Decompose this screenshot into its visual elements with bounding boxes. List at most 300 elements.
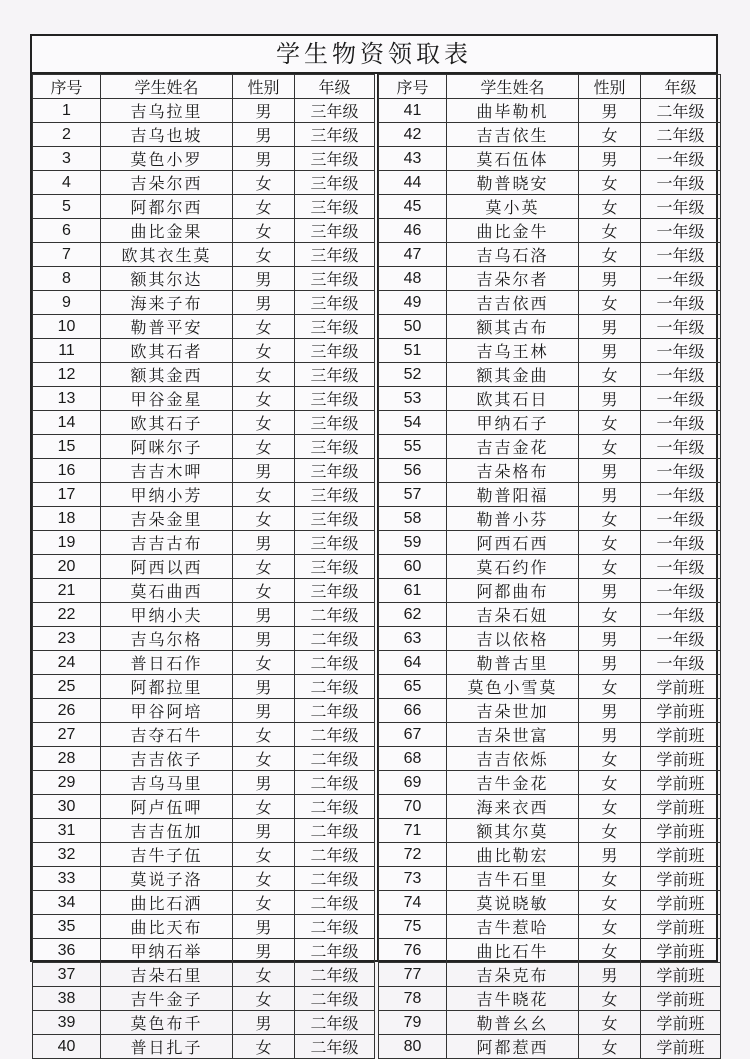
table-row bbox=[379, 99, 721, 123]
student-name: 海来子布 bbox=[101, 291, 233, 315]
student-name: 吉牛惹哈 bbox=[447, 915, 579, 939]
row-number: 42 bbox=[379, 123, 447, 147]
table-row bbox=[33, 291, 375, 315]
table-row bbox=[379, 963, 721, 987]
student-name: 阿都拉里 bbox=[101, 675, 233, 699]
row-number: 5 bbox=[33, 195, 101, 219]
row-number: 43 bbox=[379, 147, 447, 171]
row-number: 11 bbox=[33, 339, 101, 363]
student-grade: 三年级 bbox=[295, 363, 375, 387]
student-grade: 二年级 bbox=[295, 771, 375, 795]
student-name: 额其古布 bbox=[447, 315, 579, 339]
student-grade: 学前班 bbox=[641, 891, 721, 915]
student-grade: 一年级 bbox=[641, 435, 721, 459]
table-row bbox=[379, 867, 721, 891]
student-grade: 三年级 bbox=[295, 99, 375, 123]
student-gender: 女 bbox=[579, 123, 641, 147]
table-row bbox=[379, 939, 721, 963]
table-row bbox=[379, 555, 721, 579]
col-header-no: 序号 bbox=[379, 75, 447, 99]
student-name: 曲比石洒 bbox=[101, 891, 233, 915]
student-name: 曲比勒宏 bbox=[447, 843, 579, 867]
table-row bbox=[379, 315, 721, 339]
student-name: 勒普阳福 bbox=[447, 483, 579, 507]
student-name: 吉朵石妞 bbox=[447, 603, 579, 627]
table-row bbox=[379, 243, 721, 267]
student-gender: 男 bbox=[579, 579, 641, 603]
student-grade: 学前班 bbox=[641, 843, 721, 867]
row-number: 12 bbox=[33, 363, 101, 387]
row-number: 44 bbox=[379, 171, 447, 195]
row-number: 60 bbox=[379, 555, 447, 579]
student-grade: 学前班 bbox=[641, 987, 721, 1011]
student-gender: 男 bbox=[579, 699, 641, 723]
row-number: 55 bbox=[379, 435, 447, 459]
student-gender: 女 bbox=[233, 1035, 295, 1059]
student-name: 勒普幺幺 bbox=[447, 1011, 579, 1035]
row-number: 36 bbox=[33, 939, 101, 963]
table-row bbox=[379, 363, 721, 387]
student-grade: 二年级 bbox=[295, 699, 375, 723]
roster-table-left bbox=[32, 74, 375, 1059]
student-gender: 男 bbox=[233, 939, 295, 963]
student-gender: 女 bbox=[579, 219, 641, 243]
student-name: 吉朵世富 bbox=[447, 723, 579, 747]
student-grade: 学前班 bbox=[641, 675, 721, 699]
row-number: 23 bbox=[33, 627, 101, 651]
student-name: 勒普晓安 bbox=[447, 171, 579, 195]
student-name: 吉吉依西 bbox=[447, 291, 579, 315]
table-row bbox=[33, 819, 375, 843]
row-number: 45 bbox=[379, 195, 447, 219]
student-name: 曲比金果 bbox=[101, 219, 233, 243]
student-gender: 女 bbox=[579, 291, 641, 315]
table-row bbox=[33, 939, 375, 963]
student-gender: 女 bbox=[579, 819, 641, 843]
student-gender: 男 bbox=[579, 651, 641, 675]
row-number: 65 bbox=[379, 675, 447, 699]
student-name: 曲比天布 bbox=[101, 915, 233, 939]
student-grade: 三年级 bbox=[295, 195, 375, 219]
student-grade: 学前班 bbox=[641, 867, 721, 891]
student-name: 甲谷阿培 bbox=[101, 699, 233, 723]
student-name: 欧其石子 bbox=[101, 411, 233, 435]
student-grade: 三年级 bbox=[295, 411, 375, 435]
student-grade: 学前班 bbox=[641, 939, 721, 963]
student-name: 吉乌马里 bbox=[101, 771, 233, 795]
table-row bbox=[379, 459, 721, 483]
student-grade: 三年级 bbox=[295, 507, 375, 531]
table-row bbox=[33, 1035, 375, 1059]
student-grade: 三年级 bbox=[295, 291, 375, 315]
student-name: 吉朵石里 bbox=[101, 963, 233, 987]
student-gender: 女 bbox=[579, 171, 641, 195]
table-row bbox=[379, 267, 721, 291]
table-row bbox=[33, 771, 375, 795]
student-name: 曲比金牛 bbox=[447, 219, 579, 243]
col-header-name: 学生姓名 bbox=[101, 75, 233, 99]
table-row bbox=[379, 435, 721, 459]
student-name: 欧其石日 bbox=[447, 387, 579, 411]
row-number: 70 bbox=[379, 795, 447, 819]
table-row bbox=[379, 579, 721, 603]
student-grade: 二年级 bbox=[295, 651, 375, 675]
student-gender: 男 bbox=[233, 267, 295, 291]
table-row bbox=[379, 147, 721, 171]
row-number: 17 bbox=[33, 483, 101, 507]
row-number: 40 bbox=[33, 1035, 101, 1059]
table-row bbox=[379, 339, 721, 363]
student-grade: 一年级 bbox=[641, 291, 721, 315]
student-name: 莫说晓敏 bbox=[447, 891, 579, 915]
student-gender: 女 bbox=[233, 987, 295, 1011]
student-gender: 女 bbox=[233, 555, 295, 579]
row-number: 73 bbox=[379, 867, 447, 891]
student-name: 海来衣西 bbox=[447, 795, 579, 819]
student-gender: 男 bbox=[233, 459, 295, 483]
row-number: 32 bbox=[33, 843, 101, 867]
table-row bbox=[379, 699, 721, 723]
student-name: 额其尔莫 bbox=[447, 819, 579, 843]
student-name: 阿西石西 bbox=[447, 531, 579, 555]
roster-body-left bbox=[33, 99, 375, 1059]
student-gender: 女 bbox=[233, 363, 295, 387]
student-grade: 二年级 bbox=[641, 99, 721, 123]
table-row bbox=[33, 867, 375, 891]
student-gender: 女 bbox=[233, 411, 295, 435]
table-row bbox=[379, 531, 721, 555]
student-grade: 一年级 bbox=[641, 627, 721, 651]
student-grade: 三年级 bbox=[295, 171, 375, 195]
col-header-gender: 性别 bbox=[233, 75, 295, 99]
row-number: 64 bbox=[379, 651, 447, 675]
table-row bbox=[379, 195, 721, 219]
row-number: 76 bbox=[379, 939, 447, 963]
row-number: 54 bbox=[379, 411, 447, 435]
student-grade: 三年级 bbox=[295, 123, 375, 147]
student-gender: 男 bbox=[579, 147, 641, 171]
student-grade: 二年级 bbox=[295, 915, 375, 939]
col-header-grade: 年级 bbox=[295, 75, 375, 99]
student-grade: 二年级 bbox=[295, 963, 375, 987]
student-gender: 男 bbox=[579, 99, 641, 123]
table-row bbox=[379, 891, 721, 915]
student-name: 吉夺石牛 bbox=[101, 723, 233, 747]
table-row bbox=[33, 315, 375, 339]
table-row bbox=[33, 699, 375, 723]
table-row bbox=[33, 507, 375, 531]
student-gender: 男 bbox=[579, 627, 641, 651]
student-name: 曲毕勒机 bbox=[447, 99, 579, 123]
student-name: 吉乌也坡 bbox=[101, 123, 233, 147]
table-row bbox=[33, 603, 375, 627]
table-row bbox=[33, 963, 375, 987]
table-row bbox=[33, 195, 375, 219]
student-name: 吉朵金里 bbox=[101, 507, 233, 531]
row-number: 57 bbox=[379, 483, 447, 507]
row-number: 30 bbox=[33, 795, 101, 819]
student-grade: 三年级 bbox=[295, 531, 375, 555]
student-gender: 女 bbox=[233, 171, 295, 195]
table-row bbox=[33, 411, 375, 435]
roster-sheet bbox=[30, 34, 718, 1057]
table-row bbox=[33, 987, 375, 1011]
student-name: 阿都曲布 bbox=[447, 579, 579, 603]
row-number: 79 bbox=[379, 1011, 447, 1035]
student-grade: 学前班 bbox=[641, 915, 721, 939]
row-number: 71 bbox=[379, 819, 447, 843]
row-number: 61 bbox=[379, 579, 447, 603]
student-name: 曲比石牛 bbox=[447, 939, 579, 963]
student-gender: 女 bbox=[579, 555, 641, 579]
student-gender: 男 bbox=[233, 627, 295, 651]
table-row bbox=[33, 891, 375, 915]
student-gender: 男 bbox=[233, 147, 295, 171]
table-row bbox=[379, 795, 721, 819]
student-grade: 学前班 bbox=[641, 795, 721, 819]
table-row bbox=[33, 531, 375, 555]
student-gender: 女 bbox=[233, 891, 295, 915]
student-name: 甲纳小夫 bbox=[101, 603, 233, 627]
student-name: 欧其衣生莫 bbox=[101, 243, 233, 267]
student-grade: 学前班 bbox=[641, 963, 721, 987]
table-row bbox=[33, 579, 375, 603]
student-grade: 一年级 bbox=[641, 507, 721, 531]
row-number: 74 bbox=[379, 891, 447, 915]
student-grade: 二年级 bbox=[295, 987, 375, 1011]
student-gender: 女 bbox=[579, 771, 641, 795]
student-grade: 二年级 bbox=[295, 627, 375, 651]
student-gender: 男 bbox=[579, 963, 641, 987]
student-gender: 女 bbox=[233, 387, 295, 411]
student-grade: 一年级 bbox=[641, 243, 721, 267]
table-row bbox=[33, 363, 375, 387]
student-name: 吉朵世加 bbox=[447, 699, 579, 723]
student-name: 吉牛石里 bbox=[447, 867, 579, 891]
table-row bbox=[33, 339, 375, 363]
student-name: 吉朵尔者 bbox=[447, 267, 579, 291]
row-number: 63 bbox=[379, 627, 447, 651]
student-gender: 女 bbox=[233, 963, 295, 987]
student-gender: 女 bbox=[233, 747, 295, 771]
student-gender: 女 bbox=[579, 1035, 641, 1059]
table-row bbox=[33, 459, 375, 483]
col-header-no: 序号 bbox=[33, 75, 101, 99]
row-number: 48 bbox=[379, 267, 447, 291]
student-gender: 男 bbox=[233, 531, 295, 555]
student-grade: 二年级 bbox=[295, 939, 375, 963]
row-number: 22 bbox=[33, 603, 101, 627]
student-gender: 女 bbox=[233, 795, 295, 819]
student-name: 吉牛金子 bbox=[101, 987, 233, 1011]
student-gender: 女 bbox=[579, 891, 641, 915]
student-grade: 三年级 bbox=[295, 435, 375, 459]
table-row bbox=[379, 411, 721, 435]
student-grade: 一年级 bbox=[641, 531, 721, 555]
student-grade: 学前班 bbox=[641, 1035, 721, 1059]
student-gender: 男 bbox=[579, 339, 641, 363]
student-name: 勒普小芬 bbox=[447, 507, 579, 531]
row-number: 13 bbox=[33, 387, 101, 411]
row-number: 46 bbox=[379, 219, 447, 243]
table-row bbox=[33, 1011, 375, 1035]
student-grade: 三年级 bbox=[295, 267, 375, 291]
table-row bbox=[379, 1011, 721, 1035]
student-grade: 学前班 bbox=[641, 1011, 721, 1035]
student-gender: 女 bbox=[579, 795, 641, 819]
student-grade: 一年级 bbox=[641, 459, 721, 483]
row-number: 20 bbox=[33, 555, 101, 579]
student-grade: 一年级 bbox=[641, 363, 721, 387]
student-gender: 男 bbox=[579, 483, 641, 507]
row-number: 15 bbox=[33, 435, 101, 459]
student-grade: 三年级 bbox=[295, 483, 375, 507]
table-row bbox=[33, 555, 375, 579]
row-number: 66 bbox=[379, 699, 447, 723]
student-grade: 三年级 bbox=[295, 339, 375, 363]
row-number: 1 bbox=[33, 99, 101, 123]
student-grade: 二年级 bbox=[641, 123, 721, 147]
student-grade: 二年级 bbox=[295, 891, 375, 915]
row-number: 52 bbox=[379, 363, 447, 387]
student-name: 吉吉伍加 bbox=[101, 819, 233, 843]
student-grade: 三年级 bbox=[295, 147, 375, 171]
table-row bbox=[379, 771, 721, 795]
row-number: 7 bbox=[33, 243, 101, 267]
student-gender: 女 bbox=[579, 1011, 641, 1035]
header-row bbox=[33, 75, 375, 99]
table-row bbox=[33, 651, 375, 675]
table-row bbox=[379, 651, 721, 675]
table-row bbox=[33, 147, 375, 171]
student-name: 莫色小雪莫 bbox=[447, 675, 579, 699]
row-number: 53 bbox=[379, 387, 447, 411]
student-name: 吉牛子伍 bbox=[101, 843, 233, 867]
row-number: 72 bbox=[379, 843, 447, 867]
student-grade: 三年级 bbox=[295, 579, 375, 603]
table-row bbox=[33, 483, 375, 507]
student-gender: 女 bbox=[579, 867, 641, 891]
table-row bbox=[33, 99, 375, 123]
student-grade: 一年级 bbox=[641, 267, 721, 291]
student-gender: 女 bbox=[233, 483, 295, 507]
student-gender: 男 bbox=[579, 315, 641, 339]
student-gender: 男 bbox=[233, 603, 295, 627]
row-number: 67 bbox=[379, 723, 447, 747]
student-grade: 一年级 bbox=[641, 219, 721, 243]
table-row bbox=[33, 171, 375, 195]
row-number: 59 bbox=[379, 531, 447, 555]
student-name: 普日扎子 bbox=[101, 1035, 233, 1059]
student-grade: 二年级 bbox=[295, 819, 375, 843]
student-grade: 一年级 bbox=[641, 411, 721, 435]
right-half bbox=[378, 74, 720, 1057]
col-header-gender: 性别 bbox=[579, 75, 641, 99]
student-name: 吉吉古布 bbox=[101, 531, 233, 555]
student-name: 吉朵克布 bbox=[447, 963, 579, 987]
student-name: 甲纳石举 bbox=[101, 939, 233, 963]
table-row bbox=[33, 219, 375, 243]
row-number: 50 bbox=[379, 315, 447, 339]
student-grade: 三年级 bbox=[295, 387, 375, 411]
student-name: 莫小英 bbox=[447, 195, 579, 219]
table-row bbox=[379, 507, 721, 531]
student-name: 普日石作 bbox=[101, 651, 233, 675]
table-row bbox=[379, 723, 721, 747]
row-number: 51 bbox=[379, 339, 447, 363]
student-name: 莫色小罗 bbox=[101, 147, 233, 171]
row-number: 39 bbox=[33, 1011, 101, 1035]
student-name: 吉朵格布 bbox=[447, 459, 579, 483]
table-row bbox=[379, 171, 721, 195]
row-number: 19 bbox=[33, 531, 101, 555]
student-gender: 女 bbox=[579, 507, 641, 531]
row-number: 33 bbox=[33, 867, 101, 891]
student-gender: 女 bbox=[579, 747, 641, 771]
student-grade: 二年级 bbox=[295, 747, 375, 771]
student-grade: 一年级 bbox=[641, 315, 721, 339]
student-grade: 二年级 bbox=[295, 795, 375, 819]
row-number: 47 bbox=[379, 243, 447, 267]
row-number: 21 bbox=[33, 579, 101, 603]
student-gender: 男 bbox=[233, 915, 295, 939]
student-gender: 女 bbox=[233, 315, 295, 339]
row-number: 58 bbox=[379, 507, 447, 531]
table-row bbox=[33, 915, 375, 939]
table-row bbox=[379, 675, 721, 699]
row-number: 34 bbox=[33, 891, 101, 915]
table-row bbox=[379, 387, 721, 411]
student-name: 吉牛金花 bbox=[447, 771, 579, 795]
student-name: 额其金西 bbox=[101, 363, 233, 387]
student-grade: 二年级 bbox=[295, 843, 375, 867]
row-number: 18 bbox=[33, 507, 101, 531]
table-row bbox=[379, 603, 721, 627]
student-name: 欧其石者 bbox=[101, 339, 233, 363]
table-row bbox=[33, 435, 375, 459]
student-grade: 三年级 bbox=[295, 243, 375, 267]
student-name: 莫色布千 bbox=[101, 1011, 233, 1035]
table-row bbox=[379, 915, 721, 939]
student-name: 阿西以西 bbox=[101, 555, 233, 579]
student-gender: 女 bbox=[579, 915, 641, 939]
roster-body-right bbox=[379, 99, 721, 1059]
sheet-title: 学生物资领取表 bbox=[32, 36, 716, 74]
student-grade: 一年级 bbox=[641, 651, 721, 675]
student-name: 吉吉依烁 bbox=[447, 747, 579, 771]
student-gender: 女 bbox=[233, 507, 295, 531]
student-name: 额其尔达 bbox=[101, 267, 233, 291]
student-grade: 一年级 bbox=[641, 387, 721, 411]
student-name: 吉乌尔格 bbox=[101, 627, 233, 651]
student-gender: 男 bbox=[579, 267, 641, 291]
table-row bbox=[33, 675, 375, 699]
student-grade: 二年级 bbox=[295, 867, 375, 891]
row-number: 38 bbox=[33, 987, 101, 1011]
table-row bbox=[33, 123, 375, 147]
row-number: 14 bbox=[33, 411, 101, 435]
row-number: 3 bbox=[33, 147, 101, 171]
row-number: 41 bbox=[379, 99, 447, 123]
table-row bbox=[33, 795, 375, 819]
table-row bbox=[33, 723, 375, 747]
row-number: 8 bbox=[33, 267, 101, 291]
student-grade: 二年级 bbox=[295, 1035, 375, 1059]
student-name: 吉朵尔西 bbox=[101, 171, 233, 195]
student-name: 甲谷金星 bbox=[101, 387, 233, 411]
student-grade: 一年级 bbox=[641, 555, 721, 579]
student-gender: 女 bbox=[579, 363, 641, 387]
